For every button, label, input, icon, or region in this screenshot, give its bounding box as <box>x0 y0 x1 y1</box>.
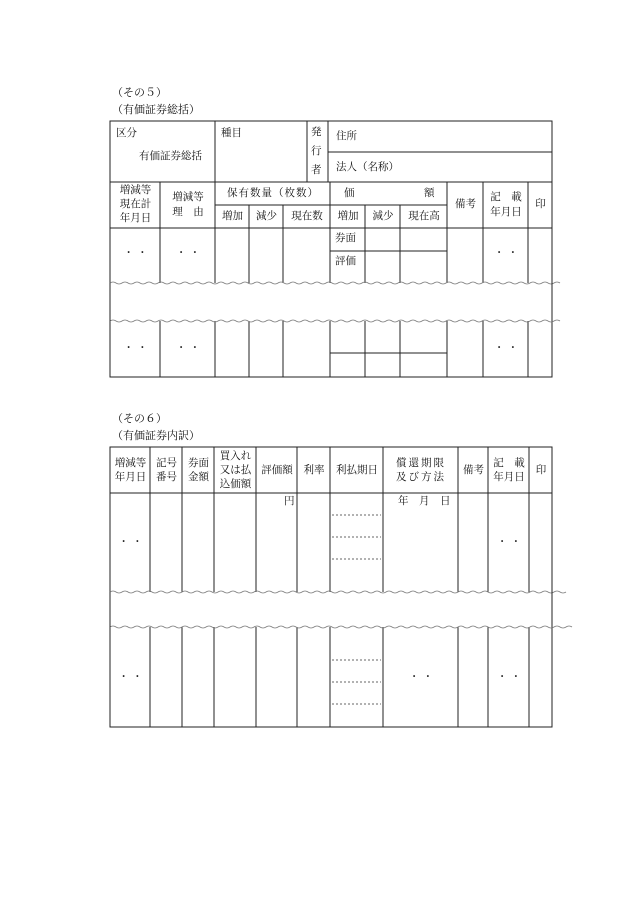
address-label: 住所 <box>336 130 357 142</box>
corp-name-label: 法人（名称） <box>336 161 399 173</box>
col6-record-line1: 記 載 <box>493 457 525 469</box>
section5-label: （その５） <box>112 86 167 99</box>
col6-purchase-line1: 買入れ <box>219 450 252 462</box>
col-record-line1: 記 載 <box>490 191 522 203</box>
date-dots: ・ ・ <box>118 536 143 548</box>
col-date-line2: 現在計 <box>119 198 152 210</box>
col-date-line3: 年月日 <box>119 212 152 224</box>
col6-date-line2: 年月日 <box>114 471 147 483</box>
col-remarks: 備考 <box>455 198 476 210</box>
col6-purchase-line2: 又は払 <box>219 464 252 476</box>
col6-face-line2: 金額 <box>188 471 209 483</box>
col-reason-line2: 理 由 <box>172 206 204 218</box>
col-date-line1: 増減等 <box>119 184 152 196</box>
issuer-char-1: 発 <box>311 126 322 138</box>
yen-unit: 円 <box>284 495 295 507</box>
issuer-char-3: 者 <box>311 164 322 176</box>
date-dots: ・ ・ <box>123 342 148 354</box>
col-price-left: 価 <box>344 187 355 199</box>
reason-dots: ・ ・ <box>175 247 201 259</box>
date-dots: ・ ・ <box>118 671 143 683</box>
kubun-label: 区分 <box>116 127 137 139</box>
col-holdings: 保有数量（枚数） <box>227 187 319 199</box>
face-value-label: 券面 <box>335 232 356 244</box>
col6-rate: 利率 <box>303 464 325 476</box>
col-current-balance: 現在高 <box>408 210 440 222</box>
shumoku-label: 種目 <box>221 127 242 139</box>
date-dots: ・ ・ <box>123 247 148 259</box>
col-reason-line1: 増減等 <box>172 191 204 203</box>
col-current-count: 現在数 <box>291 210 323 222</box>
col-increase2: 増加 <box>337 210 359 222</box>
section5-title: （有価証券総括） <box>112 103 200 116</box>
col-increase: 増加 <box>222 210 243 222</box>
col6-remarks: 備考 <box>463 464 484 476</box>
record-dots: ・ ・ <box>496 671 522 683</box>
col-record-line2: 年月日 <box>490 206 522 218</box>
summary-label: 有価証券総括 <box>139 150 202 162</box>
col6-redemption-line1: 償還期限 <box>396 457 446 469</box>
issuer-char-2: 行 <box>311 145 322 157</box>
col6-valuation: 評価額 <box>261 464 293 476</box>
col6-code-line2: 番号 <box>156 471 177 483</box>
section6-title: （有価証券内訳） <box>112 429 200 442</box>
col6-face-line1: 券面 <box>188 457 209 469</box>
col-price-right: 額 <box>424 187 435 199</box>
section6-label: （その６） <box>112 412 167 425</box>
col6-purchase-line3: 込価額 <box>219 478 252 490</box>
col6-interest-date: 利払期日 <box>336 464 378 476</box>
col6-seal: 印 <box>535 464 547 476</box>
table6-border <box>110 447 552 727</box>
record-dots: ・ ・ <box>493 342 519 354</box>
redemption-dots: ・ ・ <box>408 671 434 683</box>
col6-code-line1: 記号 <box>156 457 177 469</box>
record-dots: ・ ・ <box>493 247 519 259</box>
col-seal: 印 <box>535 198 546 210</box>
redemption-ymd: 年 月 日 <box>398 495 451 507</box>
col6-redemption-line2: 及び方法 <box>396 471 446 483</box>
valuation-label: 評価 <box>335 255 356 267</box>
col6-record-line2: 年月日 <box>493 471 525 483</box>
record-dots: ・ ・ <box>496 536 522 548</box>
col-decrease2: 減少 <box>372 210 394 222</box>
reason-dots: ・ ・ <box>175 342 201 354</box>
col6-date-line1: 増減等 <box>114 457 147 469</box>
col-decrease: 減少 <box>256 210 277 222</box>
